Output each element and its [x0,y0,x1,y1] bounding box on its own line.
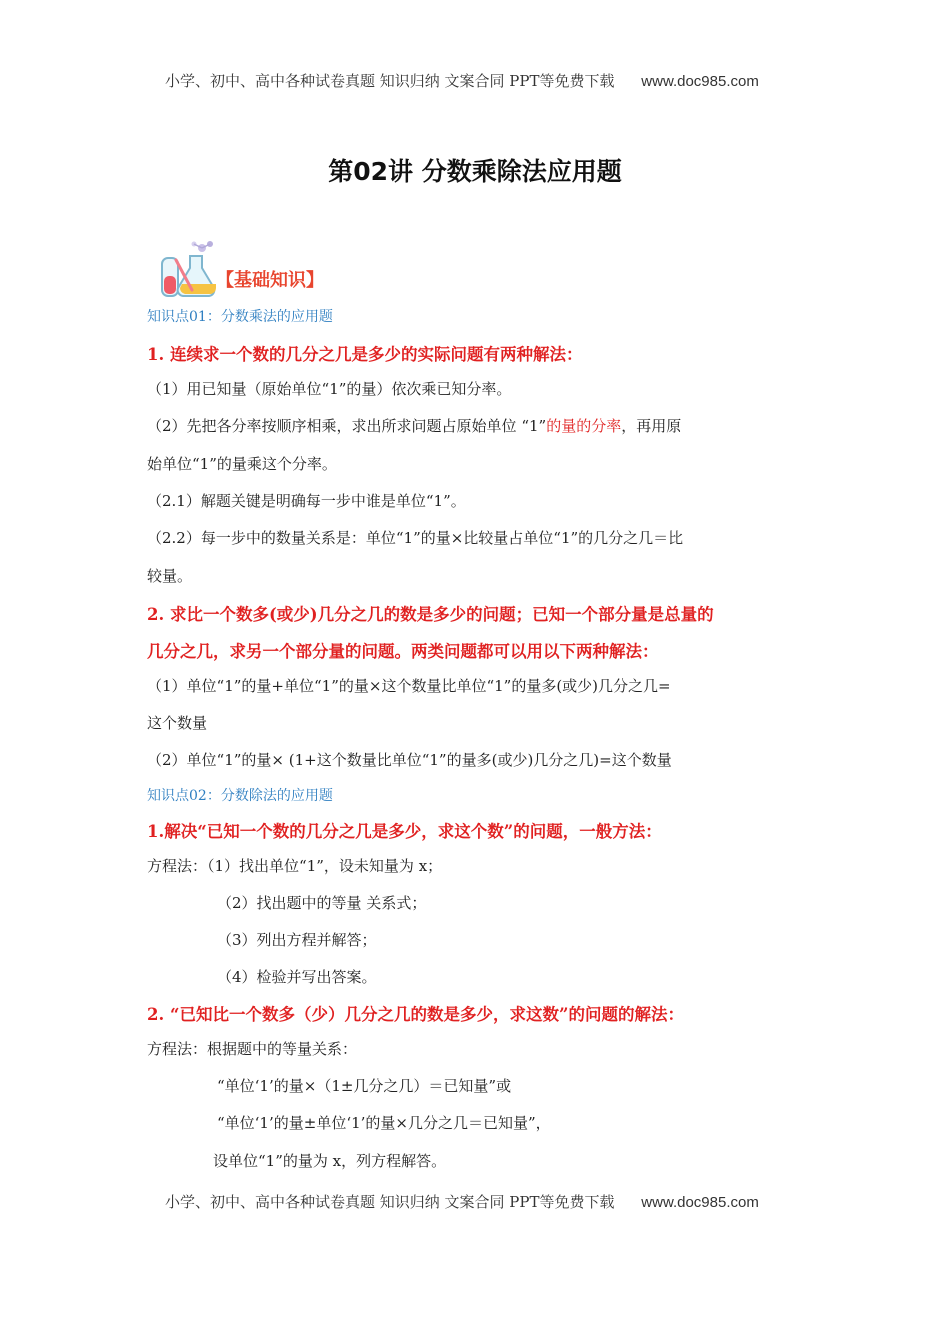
page-footer [165,1191,759,1212]
footer-text: 小学、初中、高中各种试卷真题 知识归纳 文案合同 PPT等免费下载 [165,1193,615,1211]
page-title: 第02讲 分数乘除法应用题 [328,157,622,186]
kp2-line-1: 方程法：根据题中的等量关系： [147,1040,358,1058]
section-label: 【基础知识】 [216,270,324,291]
kp2-method-3: （3）列出方程并解答； [217,931,377,949]
kp2-line-4: 设单位“1”的量为 x，列方程解答。 [213,1152,447,1170]
kp1-line-2 [147,415,681,436]
kp1-line-2a: （2）先把各分率按顺序相乘，求出所求问题占原始单位 “1” [147,417,547,435]
kp1-heading: 知识点01：分数乘法的应用题 [147,309,333,325]
kp2-method-1: 方程法：（1）找出单位“1”，设未知量为 x； [147,857,443,875]
kp2-item2-title: 2. “已知比一个数多（少）几分之几的数是多少，求这数”的问题的解法： [147,1005,684,1024]
kp2-line-2: “单位‘1’的量×（1±几分之几）＝已知量”或 [217,1077,512,1095]
kp1-item2-title-b: 几分之几，求另一个部分量的问题。两类问题都可以用以下两种解法： [147,642,659,661]
header-url[interactable]: www.doc985.com [641,73,759,90]
kp1-item1-title: 1. 连续求一个数的几分之几是多少的实际问题有两种解法： [147,345,583,364]
page-header [165,70,759,91]
kp1-line-9: （2）单位“1”的量× (1+这个数量比单位“1”的量多(或少)几分之几)=这个数量 [147,751,672,769]
kp2-method-4: （4）检验并写出答案。 [217,968,377,986]
kp2-item1-title: 1.解决“已知一个数的几分之几是多少，求这个数”的问题，一般方法： [147,822,662,841]
footer-url[interactable]: www.doc985.com [641,1194,759,1211]
kp2-heading: 知识点02：分数除法的应用题 [147,788,333,804]
kp1-line-8: 这个数量 [147,714,208,732]
kp2-method-2: （2）找出题中的等量 关系式； [217,894,427,912]
kp1-line-1: （1）用已知量（原始单位“1”的量）依次乘已知分率。 [147,380,512,398]
kp1-line-2-highlight: 的量的分率 [546,417,622,435]
kp1-item2-title-a: 2. 求比一个数多(或少)几分之几的数是多少的问题；已知一个部分量是总量的 [147,605,714,624]
kp1-line-2c: ，再用原 [621,417,682,435]
kp1-line-6: 较量。 [147,567,193,585]
header-text: 小学、初中、高中各种试卷真题 知识归纳 文案合同 PPT等免费下载 [165,72,615,90]
kp1-line-3: 始单位“1”的量乘这个分率。 [147,455,337,473]
lab-flask-icon [158,240,218,300]
kp1-line-7: （1）单位“1”的量+单位“1”的量×这个数量比单位“1”的量多(或少)几分之几= [147,677,671,695]
kp2-line-3: “单位‘1’的量±单位‘1’的量×几分之几＝已知量”， [217,1114,551,1132]
kp1-line-4: （2.1）解题关键是明确每一步中谁是单位“1”。 [147,492,466,510]
kp1-line-5: （2.2）每一步中的数量关系是：单位“1”的量×比较量占单位“1”的几分之几＝比 [147,529,684,547]
